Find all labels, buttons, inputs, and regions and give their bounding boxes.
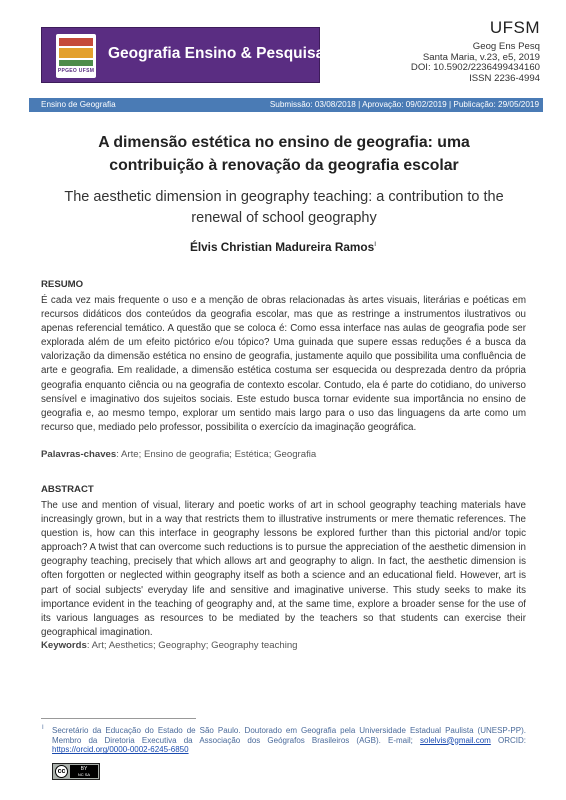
section-bar <box>29 98 543 112</box>
journal-logo <box>41 27 325 83</box>
cc-circle-icon: cc <box>55 765 68 778</box>
footnote-rule <box>41 718 196 719</box>
author-footnote <box>42 725 526 755</box>
keywords-values-en: : Art; Aesthetics; Geography; Geography teaching <box>86 640 298 651</box>
keywords-label-en: Keywords <box>41 640 87 651</box>
license-nc-sa: NC SA <box>77 772 91 777</box>
resumo-text: É cada vez mais frequente o uso e a menção de obras relacionadas às artes visuais, literárias e poéticas em recursos didáticos dos conteúdos da geografia escolar, mas que as restringe a instrumentos ilustrativos ou apenas referencial temático. A questão que se coloca é: Como essa interface nas aulas de geografia pode ser explorada além de um efeito pictórico e/ou tópico? Uma guinada que supere essas reduções é a busca da valorização da dimensão estética no ensino de geografia, justamente aquilo que possibilita uma confluência de arte e geografia. Em realidade, a dimensão estética costuma ser esquecida ou desprezada dentro da própria geografia enquanto ciência ou na geografia de contexto escolar. Contudo, ela é parte do cotidiano, do universo sensível e imaginativo dos sujeitos sociais. Este estudo busca tornar evidente sua importância no ensino de geografia e, ao mesmo tempo, explorar um sentido mais largo para o uso das linguagens da arte como um recurso que, mediado pelo professor, possibilita o exercício da imaginação geográfica. <box>41 295 526 433</box>
author-email-link[interactable]: solelvis@gmail.com <box>420 735 491 745</box>
keywords-values: : Arte; Ensino de geografia; Estética; Geografia <box>116 449 317 460</box>
author-name <box>40 240 526 254</box>
journal-emblem-icon <box>56 34 96 78</box>
footnote-marker: I <box>42 725 44 731</box>
abstract-heading: ABSTRACT <box>41 484 94 495</box>
journal-logo-title: Geografia Ensino & Pesquisa <box>108 45 325 62</box>
article-title-english: The aesthetic dimension in geography teaching: a contribution to the renewal of school geography <box>64 189 504 226</box>
citation: Santa Maria, v.23, e5, 2019 <box>422 51 540 63</box>
license-by: BY <box>80 766 88 772</box>
creative-commons-license-icon[interactable] <box>52 763 100 780</box>
emblem-caption: PPGEO UFSM <box>57 68 95 74</box>
author-name-text: Élvis Christian Madureira Ramos <box>189 240 375 254</box>
abstract-text: The use and mention of visual, literary and poetic works of art in school geography teaching materials have increasingly grown, but in a way that restricts them to illustrative instruments or mere thematic references. The question is, how can this interface in geography lessons be explored further than this pictorial and/or topic approach? A twist that can overcome such reductions is to pursue the appreciation of the aesthetic dimension in geography teaching, precisely that which allows art and geography to align. In fact, the aesthetic dimension is often forgotten or neglected within geography itself as both a science and an educational field. However, art is part of social subjects' everyday life and sensitive and imaginative universe. This study seeks to make its importance evident in the teaching of geography and, at the same time, explore a broader sense for the use of its various languages as resources to be mediated by the teachers so that students can exercise their geographical imagination. <box>41 500 526 638</box>
abstract-keywords <box>41 640 298 651</box>
author-footnote-marker[interactable]: I <box>374 241 377 249</box>
publication-dates: Submissão: 03/08/2018 | Aprovação: 09/02/2019 | Publicação: 29/05/2019 <box>269 100 539 109</box>
doi[interactable]: DOI: 10.5902/2236499434160 <box>410 62 540 74</box>
journal-abbrev: Geog Ens Pesq <box>472 41 540 52</box>
article-title: A dimensão estética no ensino de geografia: uma contribuição à renovação da geografia escolar <box>98 134 470 174</box>
journal-meta <box>411 42 540 84</box>
orcid-link[interactable]: https://orcid.org/0000-0002-6245-6850 <box>52 745 189 755</box>
resumo-heading: RESUMO <box>41 279 84 290</box>
keywords-label: Palavras-chaves <box>41 449 117 460</box>
section-name: Ensino de Geografia <box>41 100 116 109</box>
issn: ISSN 2236-4994 <box>469 72 540 84</box>
footnote-text: Secretário da Educação do Estado de São Paulo. Doutorado em Geografia pela Universidade Estadual Paulista (UNESP-PP). Membro da Diretoria Executiva da Associação dos Geógrafos Brasileiros (AGB). E-mail; <box>52 726 526 745</box>
resumo-keywords <box>41 449 316 460</box>
institution-name: UFSM <box>489 18 540 37</box>
orcid-label: ORCID: <box>490 735 526 745</box>
